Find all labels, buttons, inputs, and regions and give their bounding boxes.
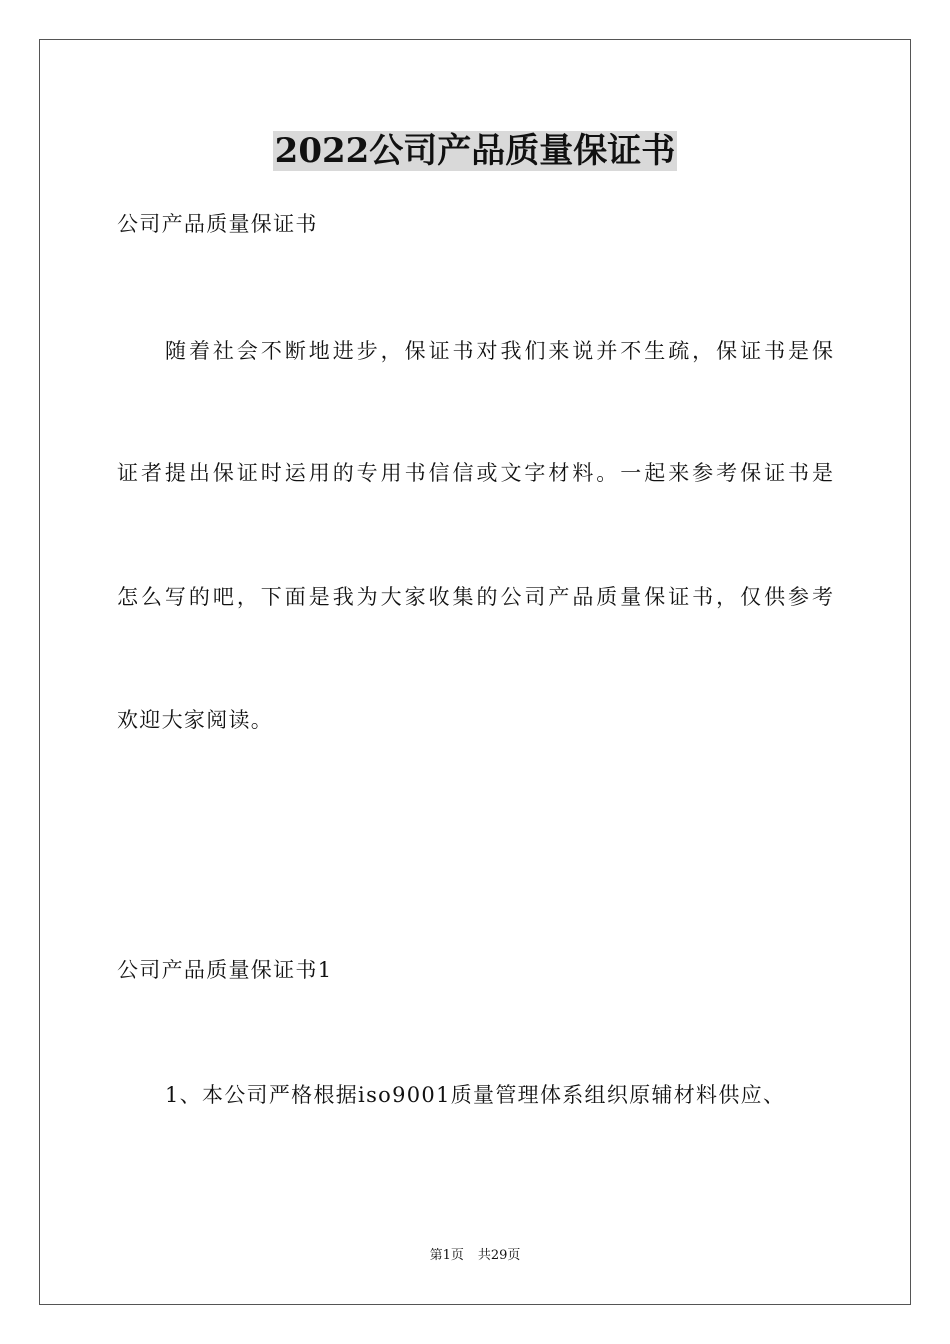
item-1-line: 1、本公司严格根据iso9001质量管理体系组织原辅材料供应、 [165,1083,786,1107]
intro-line-4: 欢迎大家阅读。 [117,708,274,732]
page-total: 共29页 [477,1248,521,1263]
section-heading: 公司产品质量保证书1 [117,958,333,982]
intro-line-3: 怎么写的吧，下面是我为大家收集的公司产品质量保证书，仅供参考 [117,585,833,609]
intro-line-1: 随着社会不断地进步，保证书对我们来说并不生疏，保证书是保 [165,339,833,363]
document-subtitle: 公司产品质量保证书 [117,212,318,236]
page-number: 第1页 [429,1248,464,1263]
page-footer [0,1246,950,1266]
intro-line-2: 证者提出保证时运用的专用书信信或文字材料。一起来参考保证书是 [117,461,833,485]
document-title [0,125,950,177]
document-title-text: 2022公司产品质量保证书 [274,131,676,171]
